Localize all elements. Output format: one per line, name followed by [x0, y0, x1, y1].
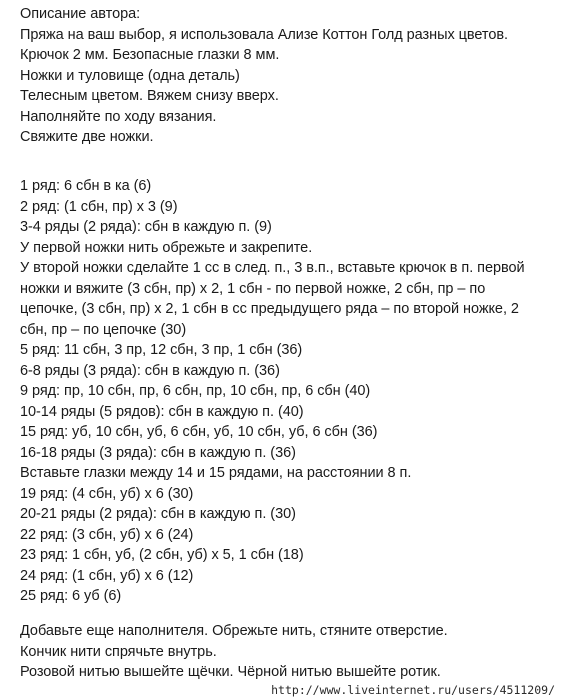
pattern-line: сбн, пр – по цепочке (30) [20, 321, 187, 338]
pattern-line: 22 ряд: (3 сбн, уб) х 6 (24) [20, 526, 194, 543]
source-watermark: http://www.liveinternet.ru/users/4511209/ [271, 683, 555, 697]
pattern-line: 16-18 ряды (3 ряда): сбн в каждую п. (36) [20, 444, 296, 461]
intro-line: Наполняйте по ходу вязания. [20, 108, 217, 125]
finish-line: Кончик нити спрячьте внутрь. [20, 643, 217, 660]
pattern-line: 20-21 ряды (2 ряда): сбн в каждую п. (30) [20, 506, 296, 522]
intro-line: Ножки и туловище (одна деталь) [20, 67, 240, 84]
pattern-line: ножки и вяжите (3 сбн, пр) х 2, 1 сбн - по первой ножке, 2 сбн, пр – по [20, 280, 486, 297]
pattern-line: 6-8 ряды (3 ряда): сбн в каждую п. (36) [20, 362, 280, 379]
pattern-line: 23 ряд: 1 сбн, уб, (2 сбн, уб) х 5, 1 сбн (18) [20, 547, 304, 563]
finishing-instructions [20, 621, 548, 683]
finish-line: Добавьте еще наполнителя. Обрежьте нить, стяните отверстие. [20, 623, 448, 639]
pattern-line: 3-4 ряды (2 ряда): сбн в каждую п. (9) [20, 219, 272, 235]
pattern-line: 25 ряд: 6 уб (6) [20, 588, 122, 604]
pattern-line: 19 ряд: (4 сбн, уб) х 6 (30) [20, 485, 194, 502]
pattern-line: 1 ряд: 6 сбн в ка (6) [20, 178, 152, 194]
intro-heading: Описание автора: [20, 6, 141, 22]
author-description [20, 4, 548, 148]
pattern-line: 9 ряд: пр, 10 сбн, пр, 6 сбн, пр, 10 сбн, пр, 6 сбн (40) [20, 383, 371, 399]
pattern-line: 10-14 ряды (5 рядов): сбн в каждую п. (40) [20, 403, 304, 420]
finish-line: Розовой нитью вышейте щёчки. Чёрной нитью вышейте ротик. [20, 664, 441, 680]
pattern-line: 24 ряд: (1 сбн, уб) х 6 (12) [20, 567, 194, 584]
pattern-line: 2 ряд: (1 сбн, пр) х 3 (9) [20, 198, 178, 215]
intro-line: Крючок 2 мм. Безопасные глазки 8 мм. [20, 47, 280, 63]
pattern-line: У первой ножки нить обрежьте и закрепите. [20, 239, 313, 256]
pattern-line: 15 ряд: уб, 10 сбн, уб, 6 сбн, уб, 10 сбн, уб, 6 сбн (36) [20, 424, 378, 440]
pattern-line: цепочке, (3 сбн, пр) х 2, 1 сбн в сс предыдущего ряда – по второй ножке, 2 [20, 301, 519, 317]
intro-line: Телесным цветом. Вяжем снизу вверх. [20, 88, 279, 104]
pattern-rows [20, 176, 548, 607]
pattern-line: Вставьте глазки между 14 и 15 рядами, на расстоянии 8 п. [20, 465, 412, 481]
intro-line: Пряжа на ваш выбор, я использовала Ализе Коттон Голд разных цветов. [20, 26, 508, 43]
pattern-line: 5 ряд: 11 сбн, 3 пр, 12 сбн, 3 пр, 1 сбн (36) [20, 342, 303, 358]
pattern-line: У второй ножки сделайте 1 сс в след. п., 3 в.п., вставьте крючок в п. первой [20, 260, 525, 276]
intro-line: Свяжите две ножки. [20, 129, 154, 145]
